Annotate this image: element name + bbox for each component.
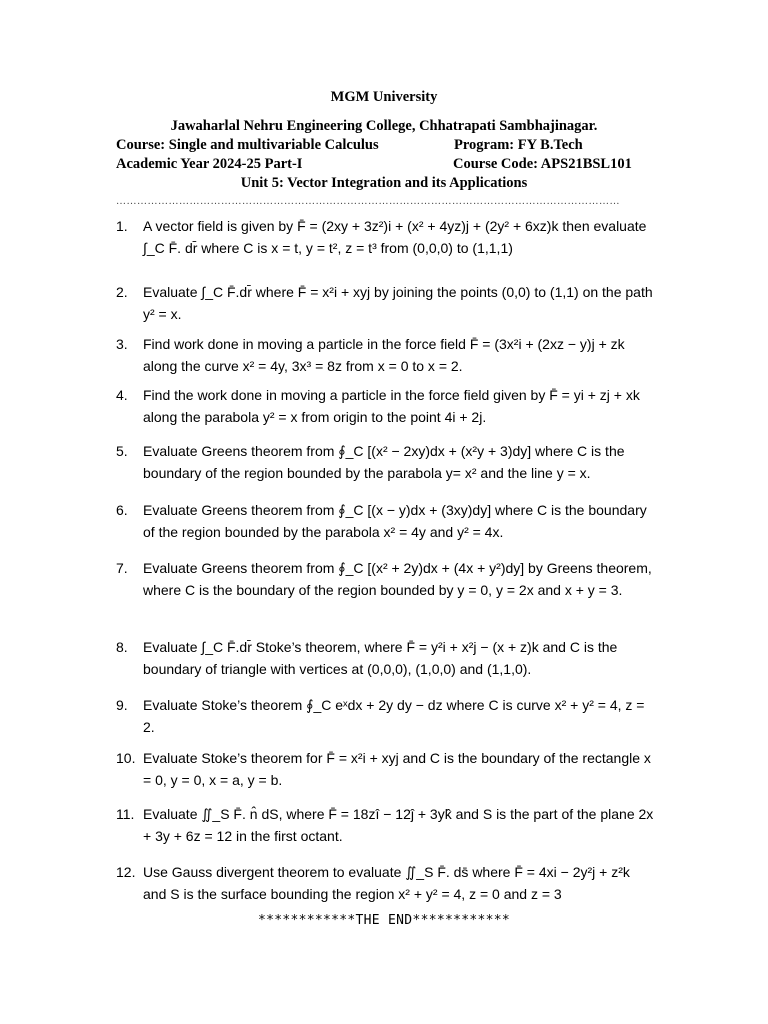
question-number: 3.: [116, 336, 128, 352]
question-item: [116, 694, 656, 738]
question-number: 5.: [116, 443, 128, 459]
question-text: Find work done in moving a particle in the force field F̄ = (3x²i + (2xz − y)j + zk along the curve x² = 4y, 3x³ = 8z from x = 0 to x = 2.: [143, 336, 625, 374]
question-item: [116, 557, 656, 601]
question-item: [116, 384, 656, 428]
question-text: Evaluate Stoke’s theorem ∮_C eˣdx + 2y dy − dz where C is curve x² + y² = 4, z = 2.: [143, 697, 645, 735]
question-item: [116, 281, 656, 325]
question-text: Use Gauss divergent theorem to evaluate ∬_S F̄. ds̄ where F̄ = 4xi − 2y²j + z²k and S is the surface bounding the region x² + y² = 4, z = 0 and z = 3: [143, 864, 630, 902]
question-number: 8.: [116, 639, 128, 655]
question-text: Evaluate Greens theorem from ∮_C [(x² − 2xy)dx + (x²y + 3)dy] where C is the boundary of the region bounded by the parabola y= x² and the line y = x.: [143, 443, 625, 481]
question-item: [116, 499, 656, 543]
question-text: Evaluate ∬_S F̄. n̂ dS, where F̄ = 18zî − 12ĵ + 3yk̂ and S is the part of the plane 2x + 3y + 6z = 12 in the first octant.: [143, 806, 654, 844]
question-number: 4.: [116, 387, 128, 403]
question-number: 10.: [116, 750, 136, 766]
question-text: Evaluate Greens theorem from ∮_C [(x − y)dx + (3xy)dy] where C is the boundary of the region bounded by the parabola x² = 4y and y² = 4x.: [143, 502, 647, 540]
question-item: [116, 803, 656, 847]
question-text: Evaluate ∫_C F̄.dr̄ where F̄ = x²i + xyj by joining the points (0,0) to (1,1) on the path y² = x.: [143, 284, 653, 322]
question-text: Find the work done in moving a particle in the force field given by F̄ = yi + zj + xk along the parabola y² = x from origin to the point 4i + 2j.: [143, 387, 640, 425]
academic-year: Academic Year 2024-25 Part-I: [116, 156, 303, 172]
question-text: Evaluate ∫_C F̄.dr̄ Stoke’s theorem, where F̄ = y²i + x²j − (x + z)k and C is the boundary of triangle with vertices at (0,0,0), (1,0,0) and (1,1,0).: [143, 639, 618, 677]
question-number: 1.: [116, 218, 128, 234]
question-number: 6.: [116, 502, 128, 518]
end-marker: ************THE END************: [258, 913, 510, 928]
question-text: Evaluate Greens theorem from ∮_C [(x² + 2y)dx + (4x + y²)dy] by Greens theorem, where C is the boundary of the region bounded by y = 0, y = 2x and x + y = 3.: [143, 560, 652, 598]
question-number: 11.: [116, 806, 135, 822]
question-number: 2.: [116, 284, 128, 300]
university-name: MGM University: [330, 89, 438, 105]
unit-title: Unit 5: Vector Integration and its Applications: [240, 175, 528, 191]
question-item: [116, 861, 656, 905]
program-label: Program: FY B.Tech: [454, 137, 583, 153]
question-number: 12.: [116, 864, 136, 880]
question-item: [116, 440, 656, 484]
question-item: [116, 747, 656, 791]
college-name: Jawaharlal Nehru Engineering College, Chhatrapati Sambhajinagar.: [170, 118, 598, 134]
question-item: [116, 636, 656, 680]
question-number: 9.: [116, 697, 128, 713]
question-text: A vector field is given by F̄ = (2xy + 3z²)i + (x² + 4yz)j + (2y² + 6xz)k then evaluate ∫_C F̄. dr̄ where C is x = t, y = t², z = t³ from (0,0,0) to (1,1,1): [143, 218, 647, 256]
question-text: Evaluate Stoke’s theorem for F̄ = x²i + xyj and C is the boundary of the rectangle x = 0, y = 0, x = a, y = b.: [143, 750, 651, 788]
question-item: [116, 215, 656, 259]
course-label: Course: Single and multivariable Calculus: [116, 137, 379, 153]
question-item: [116, 333, 656, 377]
question-number: 7.: [116, 560, 128, 576]
separator-dots: ………………………………………………………………………………………………………………………………: [116, 197, 620, 207]
course-code: Course Code: APS21BSL101: [453, 156, 632, 172]
